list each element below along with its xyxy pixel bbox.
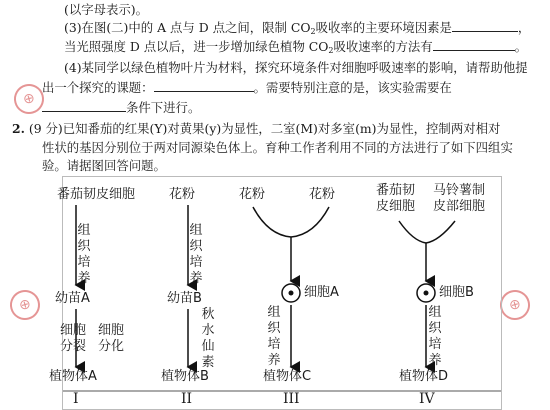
col3-end-label: 植物体C: [263, 369, 312, 384]
answer-blank: [154, 80, 254, 92]
text-fragment: 当光照强度 D 点以后，进一步增加绿色植物 CO: [64, 39, 329, 54]
col4-start-right-label: 马铃薯制皮部细胞: [433, 183, 486, 214]
col1-step1-label: 组织培养: [77, 223, 91, 286]
col2-start-label: 花粉: [169, 187, 196, 202]
col4-step-label: 组织培养: [428, 305, 442, 368]
text-fragment: 吸收率的主要环境因素是: [315, 20, 452, 35]
col3-step-label: 组织培养: [267, 305, 281, 368]
col2-step1-label: 组织培养: [189, 223, 203, 286]
text-fragment: 性状的基因分别位于两对同源染色体上。育种工作者利用不同的方法进行了如下四组实: [42, 140, 513, 155]
question-4-line-2: [42, 80, 452, 96]
nucleus-icon: [424, 291, 429, 296]
watermark-stamp: ⊕: [497, 287, 534, 324]
arrow: [253, 207, 291, 237]
col2-end-label: 植物体B: [161, 369, 209, 384]
question-4-line-1: [64, 60, 528, 76]
question-2-line-1: [12, 121, 500, 137]
question-number: 2.: [12, 121, 25, 136]
arrow: [291, 207, 329, 237]
col4-mid-label: 细胞B: [439, 285, 474, 300]
text-fragment: (4)某同学以绿色植物叶片为材料，探究环境条件对细胞呼吸速率的影响，请帮助他提: [64, 60, 528, 75]
watermark-stamp: ⊕: [11, 81, 48, 118]
question-2-line-3: [42, 158, 166, 174]
nucleus-icon: [289, 291, 294, 296]
col1-start-label: 番茄韧皮细胞: [57, 187, 136, 202]
answer-blank: [42, 100, 126, 112]
answer-blank: [452, 20, 518, 32]
group-numeral-1: I: [73, 391, 79, 407]
text-fragment: ，: [517, 20, 531, 35]
col1-step2b-label: 细胞分化: [97, 323, 124, 354]
col2-mid-label: 幼苗B: [167, 291, 202, 306]
col1-mid-label: 幼苗A: [55, 291, 90, 306]
arrow: [399, 221, 426, 243]
group-numeral-2: II: [181, 391, 193, 407]
text-fragment: 条件下进行。: [126, 100, 201, 115]
col3-start-left-label: 花粉: [239, 187, 266, 202]
col1-end-label: 植物体A: [49, 369, 97, 384]
col3-start-right-label: 花粉: [309, 187, 336, 202]
text-fragment: (3)在图(二)中的 A 点与 D 点之间，限制 CO: [64, 20, 311, 35]
text-fragment: 出一个探究的课题：: [42, 80, 154, 95]
answer-blank: [433, 39, 515, 51]
col4-start-left-label: 番茄韧皮细胞: [376, 183, 416, 214]
question-2-line-2: [42, 140, 513, 156]
text-fragment: (9 分)已知番茄的红果(Y)对黄果(y)为显性，二室(M)对多室(m)为显性，控制两对相对: [28, 121, 501, 136]
question-4-line-3: [42, 100, 200, 116]
question-3-line-1: [64, 20, 530, 40]
text-fragment: 验。请据图回答问题。: [42, 158, 166, 173]
col2-step2-label: 秋水仙素: [201, 307, 215, 370]
text-fragment: (以字母表示)。: [64, 2, 149, 17]
col3-mid-label: 细胞A: [304, 285, 339, 300]
subscript: 2: [310, 27, 316, 36]
watermark-stamp: ⊕: [7, 287, 44, 324]
group-numeral-4: IV: [419, 391, 435, 407]
experiment-diagram: [49, 176, 502, 410]
text-fragment: 。需要特别注意的是，该实验需要在: [253, 80, 452, 95]
col1-step2a-label: 细胞分裂: [59, 323, 86, 354]
subscript: 2: [328, 46, 334, 55]
group-numeral-3: III: [283, 391, 300, 407]
text-fragment: 。: [514, 39, 528, 54]
text-fragment: 吸收速率的方法有: [333, 39, 433, 54]
col4-end-label: 植物体D: [399, 369, 449, 384]
text-line-0: [64, 2, 148, 18]
question-3-line-2: [64, 39, 527, 59]
arrow: [426, 221, 455, 243]
